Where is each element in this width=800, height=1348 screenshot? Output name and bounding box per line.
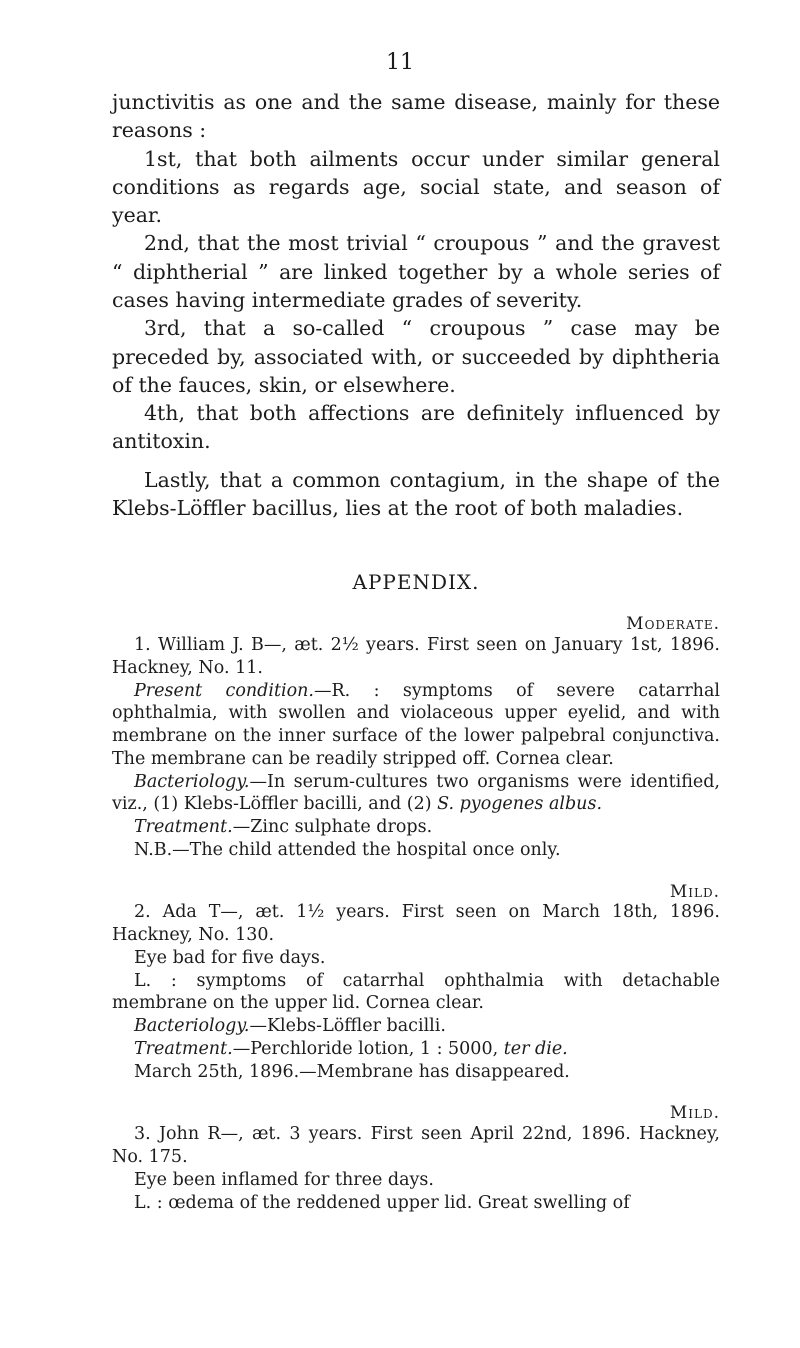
case-line [112,771,720,817]
case-line [112,1169,720,1192]
case-line [112,816,720,839]
line-label: Treatment. [134,1038,233,1059]
case-line [112,947,720,970]
line-text: Eye bad for five days. [134,947,326,968]
paragraph: 4th, that both affections are definitely influenced by antitoxin. [112,401,720,454]
line-text: —Klebs-Löffler bacilli. [249,1016,446,1037]
line-text: —In serum-cultures two organisms were identified, viz., (1) Klebs-Löffler bacilli, and (2) [112,771,720,815]
case-line [112,680,720,771]
case-header: 1. William J. B—, æt. 2½ years. First seen on January 1st, 1896. Hackney, No. 11. [112,635,720,678]
paragraph: Lastly, that a common contagium, in the shape of the Klebs-Löffler bacillus, lies at the root of both maladies. [112,467,720,520]
paragraph: 1st, that both ailments occur under similar general conditions as regards age, social state, and season of year. [112,146,720,228]
paragraph: junctivitis as one and the same disease, mainly for these reasons : [112,90,720,143]
line-text: Eye been inflamed for three days. [134,1169,434,1190]
case-severity: Mild. [669,881,720,902]
case-header: 2. Ada T—, æt. 1½ years. First seen on March 18th, 1896. Hackney, No. 130. [112,902,720,946]
case-line [112,1192,720,1215]
line-label: Treatment. [134,817,233,838]
case-severity: Mild. [669,1103,720,1124]
line-text: —Perchloride lotion, 1 : 5000, [232,1038,504,1059]
case-severity: Moderate. [626,614,720,635]
line-italic: ter die. [503,1038,568,1059]
line-label: Present condition. [134,680,314,701]
case-header: 3. John R—, æt. 3 years. First seen April 22nd, 1896. Hackney, No. 175. [112,1124,720,1167]
case-entry [112,881,720,1084]
case-entry [112,616,720,861]
case-entry [112,1105,720,1214]
case-line [112,1038,720,1061]
line-italic: S. pyogenes albus. [437,794,603,815]
line-text: March 25th, 1896.—Membrane has disappeared. [134,1061,570,1082]
case-line [112,1061,720,1084]
case-line [112,1015,720,1038]
body-text [112,88,720,1214]
line-label: Bacteriology. [134,771,250,792]
appendix-title: APPENDIX. [352,570,480,595]
case-line [112,839,720,862]
line-text: L. : symptoms of catarrhal ophthalmia with detachable membrane on the upper lid. Cornea clear. [112,970,720,1014]
line-text: —Zinc sulphate drops. [232,817,433,838]
paragraph: 2nd, that the most trivial “ croupous ” and the gravest “ diphtherial ” are linked together by a whole series of cases having intermediate grades of severity. [112,231,720,312]
paragraph: 3rd, that a so-called “ croupous ” case may be preceded by, associated with, or succeeded by diphtheria of the fauces, skin, or elsewhere. [112,316,720,397]
line-label: Bacteriology. [134,1016,250,1037]
line-text: N.B.—The child attended the hospital once only. [134,839,561,860]
line-text: —R. : symptoms of severe catarrhal ophthalmia, with swollen and violaceous upper eyelid, and with membrane on the inner surface of the lower palpebral conjunctiva. The membrane can be readily stripped off. Cornea clear. [112,680,720,769]
page-number: 11 [386,50,414,75]
case-line [112,970,720,1016]
line-text: L. : œdema of the reddened upper lid. Great swelling of [134,1192,630,1213]
